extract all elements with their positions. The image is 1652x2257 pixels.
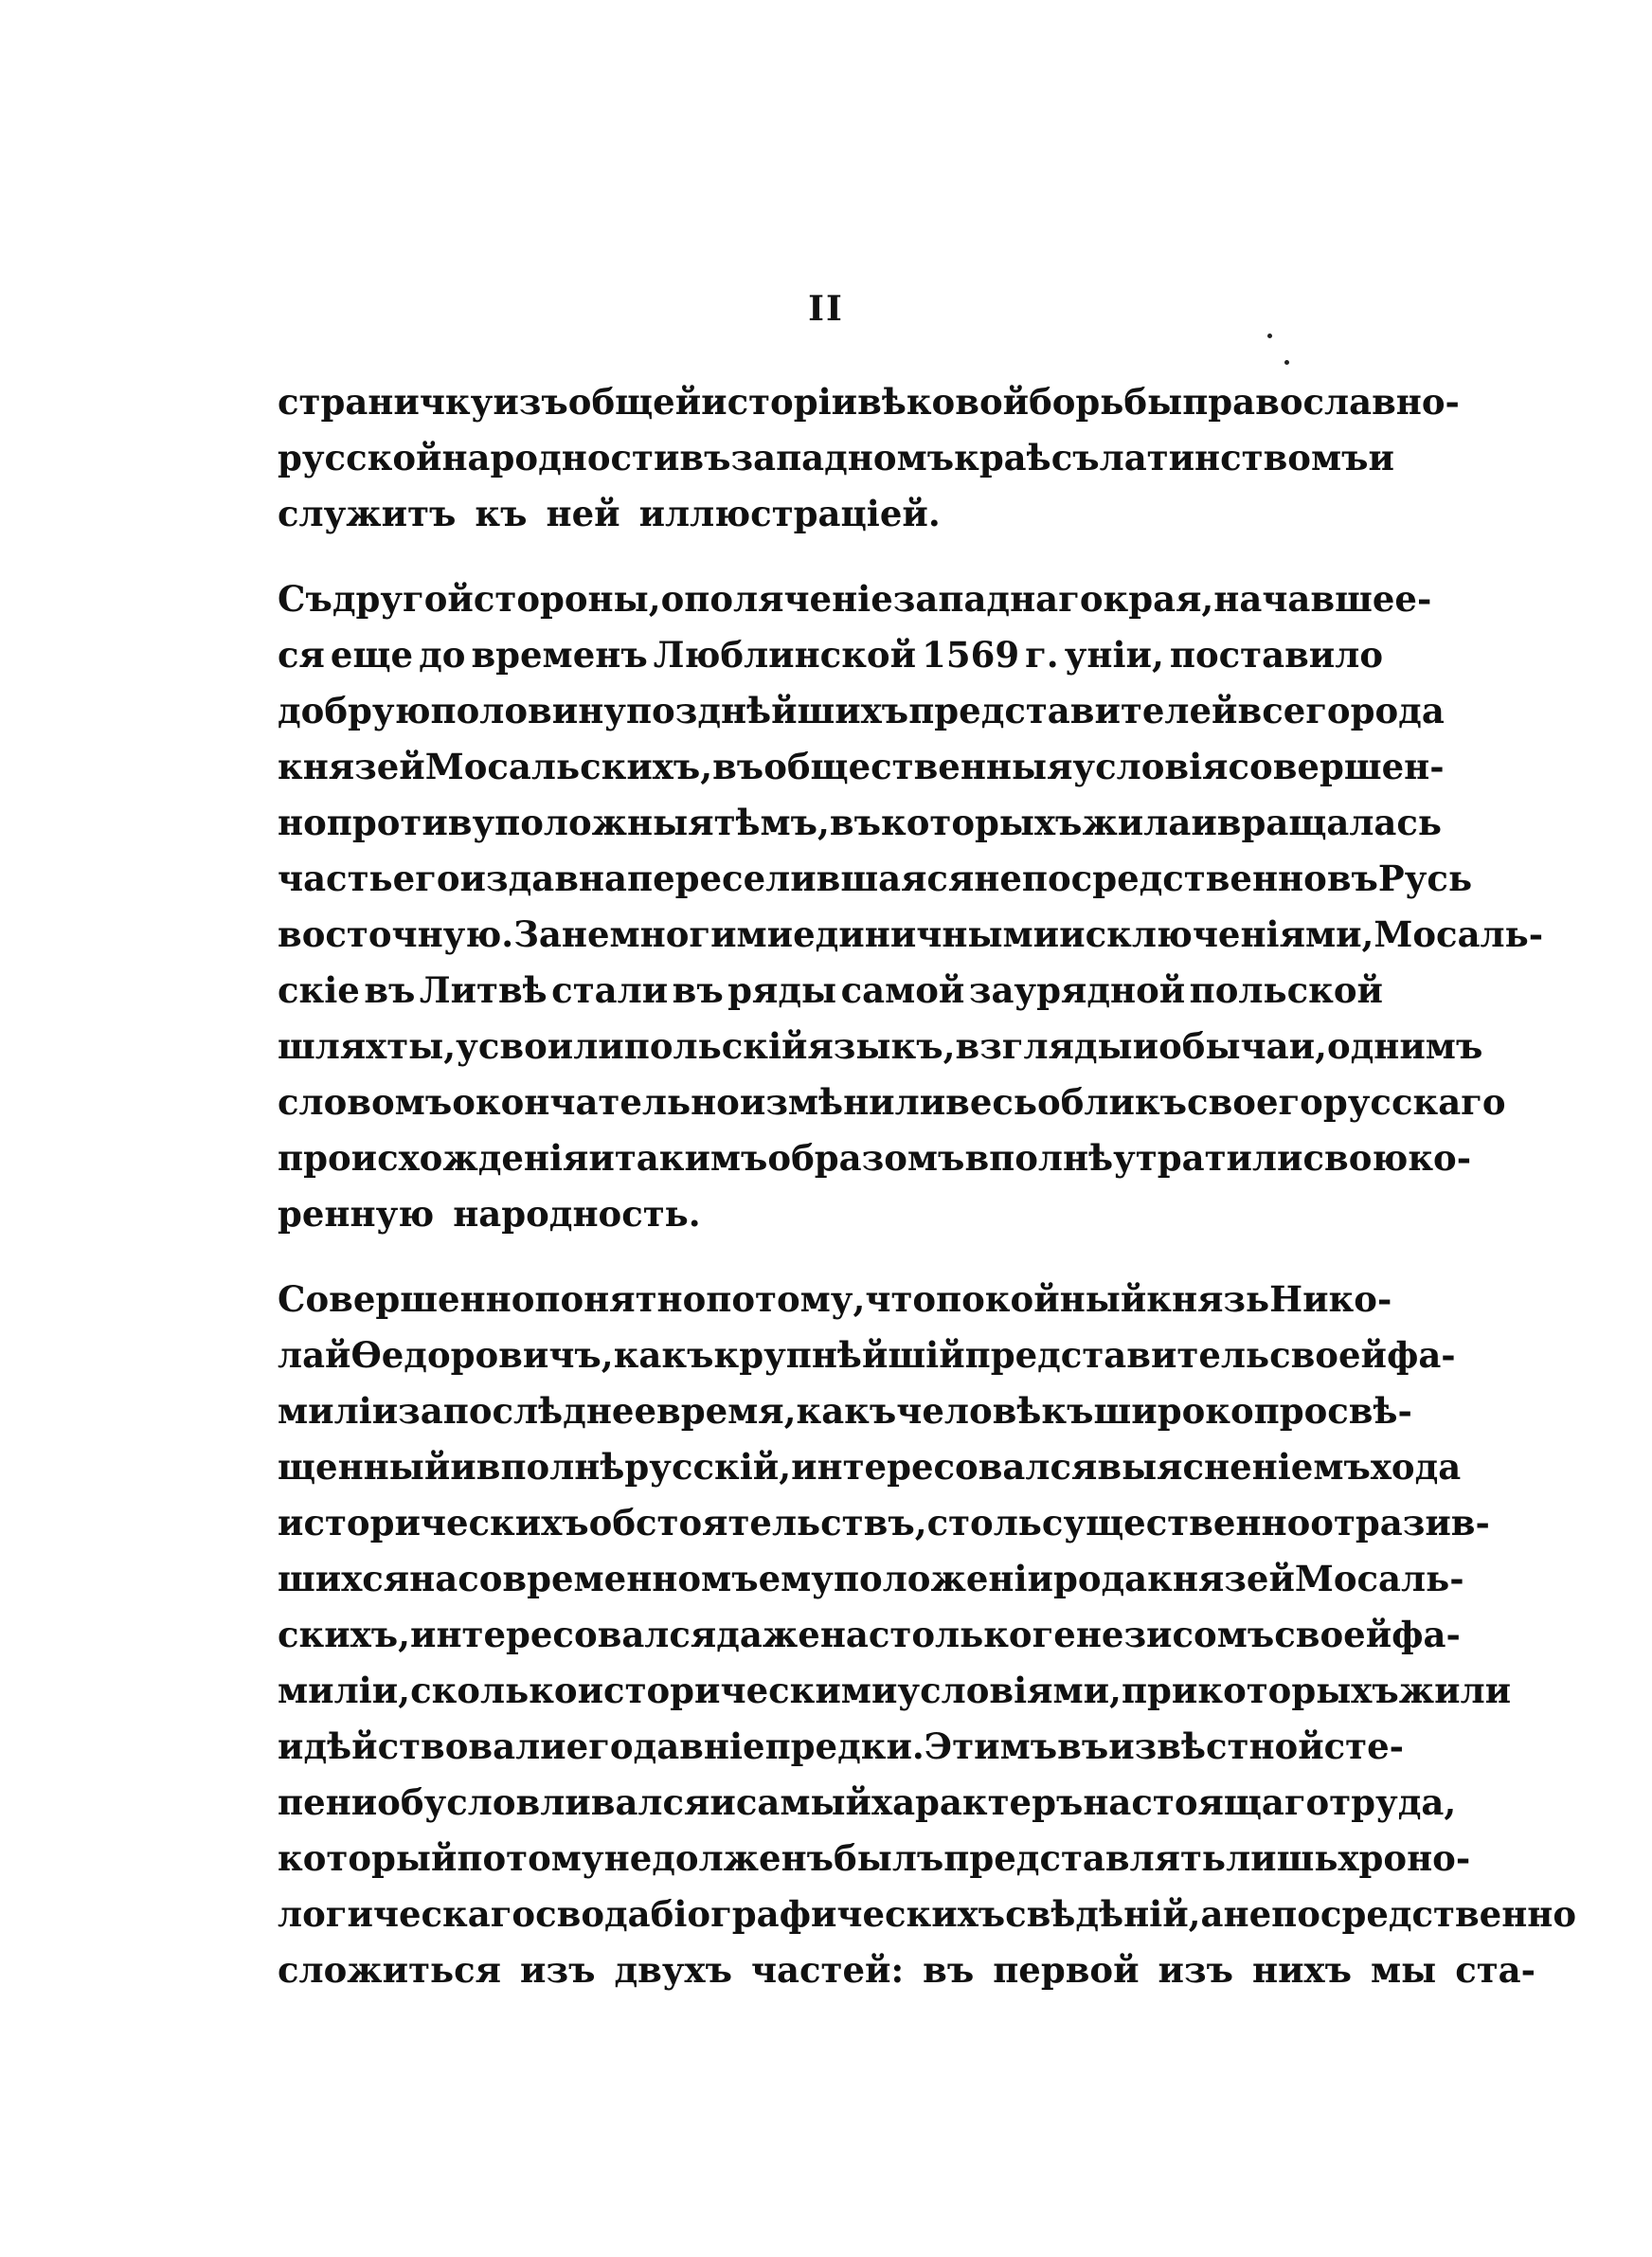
word: начавшее-: [1213, 578, 1432, 620]
word: свою: [1302, 1137, 1409, 1179]
word: ему: [758, 1558, 834, 1599]
body-text: [278, 374, 1577, 2028]
word: тѣмъ,: [713, 802, 830, 843]
word: народность.: [453, 1193, 701, 1235]
margin-speck: [1284, 360, 1289, 365]
word: и: [709, 1781, 736, 1823]
word: условія: [1072, 746, 1229, 787]
word: уніи,: [1064, 634, 1164, 676]
word: настоящаго: [1083, 1781, 1330, 1823]
word: извѣстной: [1108, 1725, 1324, 1767]
word: предки.: [764, 1725, 925, 1767]
paragraph: [278, 571, 1544, 1242]
word: общественныя: [763, 746, 1073, 787]
word: въ: [679, 437, 731, 478]
word: вполнѣ: [964, 1137, 1114, 1179]
word: еще: [330, 634, 414, 676]
text-line: [278, 1495, 1490, 1551]
word: окончательно: [452, 1081, 740, 1123]
text-line: [278, 1551, 1464, 1607]
text-line: [278, 1074, 1506, 1130]
text-line: [278, 1186, 1383, 1242]
word: общей: [567, 381, 702, 423]
word: вѣковой: [857, 381, 1030, 423]
word: и: [1368, 437, 1394, 478]
word: мы: [1370, 1949, 1437, 1991]
word: князь: [1146, 1278, 1270, 1320]
word: и: [1132, 1025, 1159, 1067]
word: обычаи,: [1158, 1025, 1327, 1067]
text-line: [278, 486, 1383, 542]
word: православно-: [1182, 381, 1460, 423]
word: пени: [278, 1781, 378, 1823]
word: ряды: [727, 969, 837, 1011]
text-line: [278, 1887, 1577, 1942]
word: ней: [546, 493, 620, 534]
word: человѣкъ: [896, 1390, 1094, 1432]
word: его: [392, 858, 460, 899]
word: интересовался: [410, 1614, 717, 1655]
word: 1569: [922, 634, 1020, 676]
text-line: [278, 1327, 1456, 1383]
word: служитъ: [278, 493, 457, 534]
word: давніе: [633, 1725, 765, 1767]
word: до: [419, 634, 466, 676]
word: своей: [1274, 1614, 1392, 1655]
text-line: [278, 1663, 1512, 1719]
word: какъ: [613, 1334, 714, 1376]
word: сколько: [410, 1670, 578, 1711]
word: интересовался: [791, 1446, 1098, 1488]
word: единичными: [793, 913, 1060, 955]
text-line: [278, 1831, 1471, 1887]
word: за: [398, 1390, 443, 1432]
word: г.: [1025, 634, 1059, 676]
paragraph: [278, 374, 1460, 542]
word: не: [603, 1837, 653, 1879]
word: рода: [1052, 1558, 1148, 1599]
word: вполнѣ: [476, 1446, 625, 1488]
text-line: [278, 1019, 1483, 1074]
word: Мосаль-: [1294, 1558, 1464, 1599]
word: совершен-: [1228, 746, 1445, 787]
word: Литвѣ: [419, 969, 548, 1011]
word: края,: [1103, 578, 1214, 620]
word: добрую: [278, 690, 431, 731]
page-number: II: [808, 289, 844, 329]
paragraph: [278, 1272, 1577, 1998]
word: ополяченіе: [660, 578, 893, 620]
word: представлять: [943, 1837, 1227, 1879]
word: существенно: [1041, 1502, 1311, 1544]
word: стороны,: [473, 578, 661, 620]
word: отразив-: [1310, 1502, 1490, 1544]
word: однимъ: [1326, 1025, 1483, 1067]
word: представителей: [908, 690, 1238, 731]
word: и: [450, 1446, 476, 1488]
text-line: [278, 627, 1383, 683]
word: двухъ: [614, 1949, 732, 1991]
word: самой: [840, 969, 965, 1011]
word: потому,: [706, 1278, 866, 1320]
word: лай: [278, 1334, 351, 1376]
word: вращалась: [1216, 802, 1443, 843]
word: западномъ: [730, 437, 955, 478]
word: которыхъ: [1197, 1670, 1399, 1711]
word: борьбы: [1029, 381, 1183, 423]
word: положеніи: [833, 1558, 1053, 1599]
word: западнаго: [892, 578, 1104, 620]
word: жили: [1398, 1670, 1512, 1711]
word: условіями,: [897, 1670, 1122, 1711]
word: обликъ: [1037, 1081, 1188, 1123]
word: измѣнили: [739, 1081, 946, 1123]
word: ся: [278, 634, 325, 676]
word: въ: [1057, 1725, 1109, 1767]
word: въ: [829, 802, 882, 843]
word: который: [278, 1837, 458, 1879]
word: въ: [712, 746, 764, 787]
text-line: [278, 374, 1460, 430]
word: выясненіемъ: [1097, 1446, 1371, 1488]
word: изъ: [493, 381, 568, 423]
word: современномъ: [458, 1558, 759, 1599]
word: За: [513, 913, 562, 955]
word: сложиться: [278, 1949, 502, 1991]
word: непосредственно: [974, 858, 1327, 899]
word: широко: [1093, 1390, 1254, 1432]
word: понятно: [534, 1278, 707, 1320]
word: логическаго: [278, 1893, 536, 1935]
word: образомъ: [767, 1137, 965, 1179]
word: Этимъ: [924, 1725, 1058, 1767]
word: частей:: [750, 1949, 905, 1991]
word: сте-: [1323, 1725, 1405, 1767]
word: польскій: [623, 1025, 808, 1067]
word: въ: [672, 969, 724, 1011]
word: весь: [945, 1081, 1038, 1123]
word: позднѣйшихъ: [625, 690, 909, 731]
word: русскій,: [624, 1446, 792, 1488]
word: обстоятельствъ,: [588, 1502, 927, 1544]
word: жила: [1082, 802, 1192, 843]
word: генезисомъ: [1032, 1614, 1275, 1655]
word: хода: [1370, 1446, 1462, 1488]
word: просвѣ-: [1253, 1390, 1412, 1432]
word: ко-: [1408, 1137, 1472, 1179]
text-line: [278, 430, 1394, 486]
word: и: [278, 1725, 304, 1767]
word: свода: [535, 1893, 651, 1935]
word: время,: [655, 1390, 797, 1432]
word: часть: [278, 858, 393, 899]
word: русской: [278, 437, 442, 478]
word: и: [588, 1137, 615, 1179]
text-line: [278, 1607, 1461, 1663]
word: крупнѣйшій: [713, 1334, 965, 1376]
word: потому: [457, 1837, 604, 1879]
word: Русь: [1377, 858, 1473, 899]
text-line: [278, 907, 1544, 963]
text-line: [278, 683, 1445, 739]
word: а: [1200, 1893, 1224, 1935]
word: князей: [278, 746, 425, 787]
word: утратили: [1113, 1137, 1303, 1179]
word: въ: [364, 969, 416, 1011]
word: на: [409, 1558, 458, 1599]
word: при: [1121, 1670, 1198, 1711]
word: настолько: [819, 1614, 1032, 1655]
word: къ: [475, 493, 528, 534]
word: въ: [1326, 858, 1378, 899]
word: латинствомъ: [1099, 437, 1369, 478]
word: Совершенно: [278, 1278, 535, 1320]
word: которыхъ: [881, 802, 1083, 843]
word: скихъ,: [278, 1614, 411, 1655]
word: самый: [735, 1781, 872, 1823]
word: исключеніями,: [1059, 913, 1374, 955]
word: обусловливался: [377, 1781, 710, 1823]
word: исторіи: [701, 381, 858, 423]
word: Мосаль-: [1374, 913, 1544, 955]
word: другой: [332, 578, 474, 620]
word: русскаго: [1322, 1081, 1506, 1123]
word: рода: [1350, 690, 1445, 731]
word: что: [865, 1278, 937, 1320]
text-line: [278, 851, 1473, 907]
word: миліи,: [278, 1670, 411, 1711]
word: князей: [1147, 1558, 1295, 1599]
word: переселившаяся: [627, 858, 975, 899]
word: языкъ,: [807, 1025, 956, 1067]
word: характеръ: [871, 1781, 1084, 1823]
text-line: [278, 1439, 1462, 1495]
word: столь: [926, 1502, 1042, 1544]
word: щенный: [278, 1446, 451, 1488]
word: его: [566, 1725, 634, 1767]
word: хроно-: [1338, 1837, 1471, 1879]
word: нихъ: [1252, 1949, 1352, 1991]
word: свѣдѣній,: [1005, 1893, 1201, 1935]
word: покойный: [936, 1278, 1147, 1320]
word: половину: [430, 690, 626, 731]
word: какъ: [796, 1390, 897, 1432]
word: фа-: [1392, 1614, 1461, 1655]
text-line: [278, 1130, 1472, 1186]
word: издавна: [459, 858, 627, 899]
word: своей: [1269, 1334, 1387, 1376]
word: немногими: [561, 913, 794, 955]
text-line: [278, 1942, 1535, 1998]
word: происхожденія: [278, 1137, 589, 1179]
word: но: [278, 802, 327, 843]
word: послѣднее: [442, 1390, 656, 1432]
word: непосредственно: [1223, 1893, 1577, 1935]
word: заурядной: [968, 969, 1186, 1011]
text-line: [278, 1383, 1412, 1439]
word: изъ: [520, 1949, 596, 1991]
word: былъ: [834, 1837, 944, 1879]
word: даже: [716, 1614, 820, 1655]
word: лишь: [1226, 1837, 1338, 1879]
word: иллюстраціей.: [638, 493, 941, 534]
text-line: [278, 795, 1443, 851]
word: и: [1191, 802, 1217, 843]
word: дѣйствовали: [303, 1725, 566, 1767]
word: миліи: [278, 1390, 399, 1432]
word: словомъ: [278, 1081, 453, 1123]
text-line: [278, 1272, 1392, 1327]
word: стали: [551, 969, 669, 1011]
word: историческихъ: [278, 1502, 589, 1544]
word: восточную.: [278, 913, 514, 955]
word: шихся: [278, 1558, 410, 1599]
word: съ: [1050, 437, 1100, 478]
word: Люблинской: [653, 634, 917, 676]
word: поставило: [1169, 634, 1383, 676]
word: ста-: [1455, 1949, 1535, 1991]
word: временъ: [471, 634, 648, 676]
word: изъ: [1158, 1949, 1233, 1991]
word: первой: [993, 1949, 1140, 1991]
word: страничку: [278, 381, 494, 423]
word: Съ: [278, 578, 332, 620]
word: ренную: [278, 1193, 435, 1235]
word: противуположныя: [326, 802, 714, 843]
word: историческими: [577, 1670, 898, 1711]
word: польской: [1189, 969, 1383, 1011]
margin-speck: [1267, 334, 1272, 338]
word: народности: [441, 437, 680, 478]
word: всего: [1237, 690, 1351, 731]
word: Нико-: [1269, 1278, 1392, 1320]
word: представитель: [964, 1334, 1270, 1376]
word: фа-: [1386, 1334, 1456, 1376]
word: краѣ: [954, 437, 1051, 478]
word: своего: [1187, 1081, 1323, 1123]
word: усвоили: [456, 1025, 624, 1067]
word: біографическихъ: [650, 1893, 1006, 1935]
word: Мосальскихъ,: [424, 746, 713, 787]
word: шляхты,: [278, 1025, 457, 1067]
word: въ: [923, 1949, 975, 1991]
text-line: [278, 963, 1383, 1019]
word: труда,: [1329, 1781, 1457, 1823]
word: такимъ: [614, 1137, 768, 1179]
word: взгляды: [955, 1025, 1133, 1067]
text-line: [278, 1719, 1405, 1775]
text-line: [278, 1775, 1457, 1831]
word: скіе: [278, 969, 360, 1011]
text-line: [278, 571, 1432, 627]
word: долженъ: [652, 1837, 835, 1879]
text-line: [278, 739, 1445, 795]
word: Ѳедоровичъ,: [350, 1334, 614, 1376]
